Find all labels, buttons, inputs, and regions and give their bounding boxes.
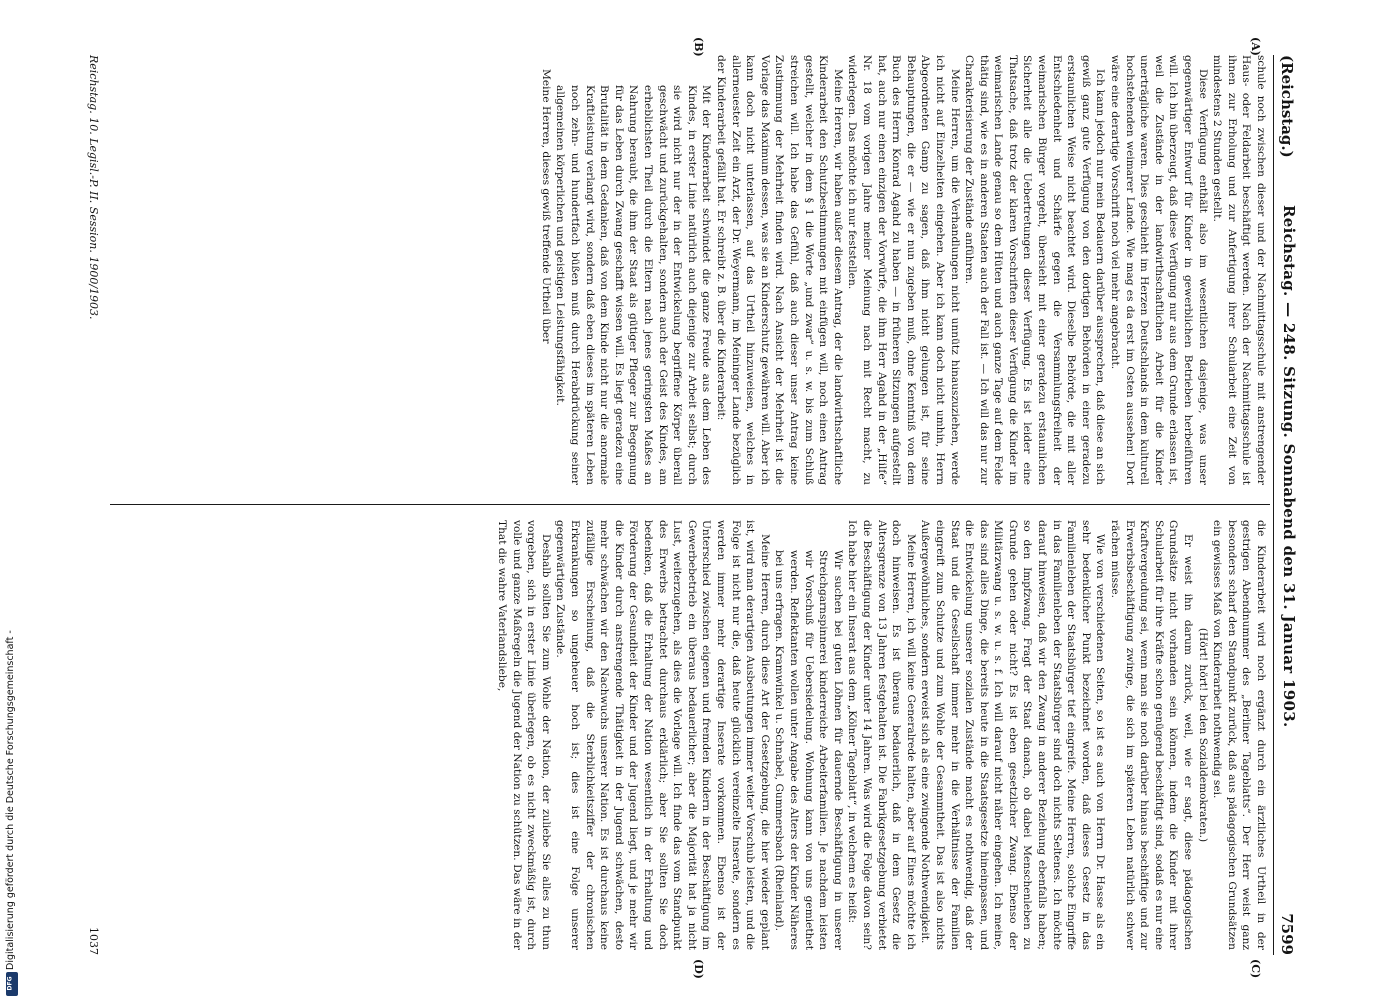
header-section: (Reichstag.) [1278,55,1296,158]
newspaper-ad-quote: Wir suchen bei guten Löhnen für dauernde Beschäftigung in unserer Streichgarnspinnerei kinderreiche Arbeiterfamilien. Je nachdem leisten wir Vorschuß für Uebersiedelung. Wohnung kann von uns gemiethet werden. Reflektanten wollen unter Angabe des Alters der Kinder Näheres bei uns erfragen. Kramwinkel u. Schnabel, Gummersbach (Rheinland). [773,550,844,950]
footer-source: Reichstag. 10. Legisl.-P. II. Session. 1900/1903. [87,55,100,320]
margin-marker-a: (A) [1249,37,1262,56]
right-paragraph: Er weist ihn darum zurück, weil, wie er sagt, diese pädagogischen Grundsätze nicht vorhanden sein können, indem die Kinder mit ihrer Schularbeit für ihre Kräfte schon genügend beschäftigt sind, sodaß es nur eine Kraftvergeudung sei, wenn man sie noch darüber hinaus beschäftige und zur Erwerbsbeschäftigung zwinge, die sich im späteren Leben natürlich schwer rächen müsse. [1109,520,1195,950]
dfg-logo-icon [6,972,18,996]
right-paragraph: Deshalb sollten Sie zum Wohle der Nation, der zuliebe Sie alles zu thun vorgeben, sich in erster Linie überlegen, ob es nicht zweckmäßig ist, durch volle und ganze Maßregeln die Jugend der Nation zu schützen. Das wäre in der That die wahre Vaterlandsliebe, [496,520,552,950]
right-column [110,520,1268,950]
right-paragraph: die Kinderarbeit wird noch ergänzt durch ein ärztliches Urtheil in der gestrigen Abendnummer des „Berliner Tageblatts“. Der Herr weist ganz besonders scharf den Standpunkt zurück, daß aus pädagogischen Grundsätzen ein gewisses Maß von Kinderarbeit nothwendig sei. [1211,520,1267,950]
left-paragraph: Meine Herren, wir haben außer diesem Antrag, der die landwirthschaftliche Kinderarbeit den Schutzbestimmungen mit einfügen will, noch einen Antrag gestellt, welcher in dem § 1 die Worte „und zwar“ u. s. w. bis zum Schluß streichen will. Ich habe das Gefühl, daß auch dieser unser Antrag keine Zustimmung der Mehrheit finden wird. Nach Ansicht der Mehrheit ist die Vorlage das Maximum dessen, was sie an Kinderschutz gewähren will. Aber ich kann doch nicht unterlassen, auf das Urtheil hinzuweisen, welches in allerneuester Zeit ein Arzt, der Dr. Weyermann, im Meininger Lande bezüglich der Kinderarbeit gefällt hat. Er schreibt z. B. über die Kinderarbeit: [715,55,844,485]
page-footer [82,55,102,955]
right-paragraph: Meine Herren, durch diese Art der Gesetzgebung, die hier wieder geplant ist, wird man derartigen Ausbeutungen immer weiter Vorschub leisten, und die Folge ist nicht nur die, daß heute glücklich vereinzelte Inserate, sondern es werden immer mehr derartige Inserate vorkommen. Ebenso ist der Unterschied zwischen eigenen und fremden Kindern in der Beschäftigung im Gewerbebetrieb ein überaus bedauerlicher; aber die Majorität hat ja nicht Lust, weiterzugehen, als dies die Vorlage will. Ich finde das vom Standpunkt des Erwerbs betrachtet durchaus erklärlich; aber Sie sollten Sie doch bedenken, daß die Erhaltung der Nation wesentlich in der Erhaltung und Förderung der Gesundheit der Kinder und der Jugend liegt, und je mehr wir die Kinder durch anstrengende Thätigkeit in der Jugend schwächen, desto mehr schwächen wir den Nachwuchs unserer Nation. Es ist durchaus keine zufällige Erscheinung, daß die Sterblichkeitsziffer der chronischen Erkrankungen so ungeheuer hoch ist; dies ist eine Folge unserer gegenwärtigen Zustände. [554,520,771,950]
left-paragraph: Meine Herren, um die Verhandlungen nicht unnütz hinauszuziehen, werde ich nicht auf Einzelheiten eingehen. Aber ich kann doch nicht umhin, Herrn Abgeordneten Gamp zu sagen, daß ihm nicht gelungen ist, für seine Behauptungen, die er — wie er nun zugeben muß, ohne Kenntniß von dem Buch des Herrn Konrad Agahd zu haben — in früheren Sitzungen aufgestellt hat, auch nur einen einzigen der Vorwürfe, die ihm Herr Agahd in der „Hilfe“ Nr. 18 vom vorigen Jahre meiner Meinung nach mit Recht macht, zu widerlegen. Das möchte ich nur feststellen. [846,55,961,485]
column-divider [110,504,1270,505]
left-paragraph: Meine Herren, dieses gewiß treffende Urtheil über [539,69,552,344]
header-rule [1273,55,1274,955]
right-paragraph: Wie von verschiedenen Seiten, so ist es auch von Herrn Dr. Hasse als ein sehr bedenklicher Punkt bezeichnet worden, daß dieses Gesetz in das Familienleben der Staatsbürger tief eingreife. Meine Herren, solche Eingriffe in das Familienleben der Staatsbürger sind doch nichts Seltenes. Ich möchte darauf hinweisen, daß wir den Zwang in anderer Beziehung ebenfalls haben; so den Impfzwang. Fragt der Staat danach, ob dabei Menschenleben zu Grunde gehen oder nicht? Es ist eben gesetzlicher Zwang. Ebenso der Militärzwang u. s. w. u. s. f. Ich will darauf nicht näher eingehen. Ich meine, das sind alles Dinge, die bereits heute in die Staatsgesetze hineinpassen, und die Entwickelung unserer sozialen Zustände macht es nothwendig, daß der Staat und die Gesellschaft immer mehr in die Verhältnisse der Familien eingreift zum Schutze und zum Wohle der Gesammtheit. Das ist also nichts Außergewöhnliches, sondern erweist sich als eine zwingende Nothwendigkeit. [919,520,1107,950]
page-header [1274,55,1300,955]
footer-page-number: 1037 [87,927,100,955]
header-page-number: 7599 [1278,913,1296,955]
right-paragraph: Meine Herren, ich will keine Generalrede halten, aber auf Eines möchte ich doch hinweisen. Es ist überaus bedauerlich, daß in dem Gesetz die Altersgrenze von 13 Jahren festgehalten ist. Die Fabrikgesetzgebung verbietet die Beschäftigung der Kinder unter 14 Jahren. Was wird die Folge davon sein? Ich habe hier ein Inserat aus dem „Kölner Tageblatt“, in welchem es heißt: [846,520,917,950]
interjection: (Hört! hört! bei den Sozialdemokraten.) [1196,627,1209,843]
left-paragraph: schule noch zwischen dieser und der Nachmittagsschule mit anstrengender Haus- oder Feldarbeit beschäftigt werden. Nach der Nachmittagsschule ist ihnen zur Erholung und zur Anfertigung ihrer Schularbeit eine Zeit von mindestens 2 Stunden gestellt. [1211,55,1267,485]
dfg-logo-label: DFG [6,976,14,991]
document-page [80,37,1300,979]
margin-marker-d: (D) [692,959,705,979]
credit-text: Digitalisierung gefördert durch die Deutsche Forschungsgemeinschaft - [5,630,16,970]
margin-marker-c: (C) [1249,959,1262,979]
left-paragraph: Ich kann jedoch nur mein Bedauern darüber aussprechen, daß diese an sich gewiß ganz gute Verfügung von den dortigen Behörden in einer geradezu erstaunlichen Weise nicht beachtet wird. Dieselbe Behörde, die mit aller Entschiedenheit und Schärfe gegen die Versammlungsfreiheit der weimarischen Bürger vorgeht, übersieht mit einer geradezu erstaunlichen Sicherheit alle die Uebertretungen dieser Verfügung. Es ist leider eine Thatsache, daß trotz der klaren Vorschriften dieser Verfügung die Kinder im weimarischen Lande genau so dem Hüten und auch ganze Tage auf dem Felde thätig sind, wie es in anderen Staaten auch der Fall ist. — Ich will das nur zur Charakterisierung der Zustände anführen. [963,55,1107,485]
left-quote: Mit der Kinderarbeit schwindet die ganze Freude aus dem Leben des Kindes, in erster Linie natürlich auch diejenige zur Arbeit selbst; durch sie wird nicht nur der in der Entwickelung begriffene Körper überall geschwächt und zurückgehalten, sondern auch der Geist des Kindes, am erheblichsten Theil durch die Eltern nach jenes geringsten Maßes an Nahrung beraubt, die ihm der Staat als gütiger Pfleger zur Begegnung für das Leben durch Zwang geschafft wissen will. Es liegt geradezu eine Brutalität in dem Gedanken, daß von dem Kinde nicht nur die anormale Kraftleistung verlangt wird, sondern daß eben dieses im späteren Leben noch zehn- und hundertfach büßen muß durch Herabdrückung seiner allgemeinen körperlichen und geistigen Leistungsfähigkeit. [554,85,713,485]
header-title: Reichstag. — 248. Sitzung. Sonnabend den 31. Januar 1903. [1280,205,1298,728]
left-paragraph: Diese Verfügung enthält also im wesentlichen dasjenige, was unser gegenwärtiger Entwurf für Kinder in gewerblichen Betrieben herbeiführen will. Ich bin überzeugt, daß diese Verfügung nur aus dem Grunde erlassen ist, weil die Zustände in der landwirthschaftlichen Arbeit für die Kinder unerträgliche waren. Dies geschieht im Herzen Deutschlands in dem kulturell hochstehenden weimarer Lande. Wie mag es da erst im Osten aussehen! Dort wäre eine derartige Vorschrift noch viel mehr angebracht. [1109,55,1209,485]
digitisation-credit [4,0,18,1000]
margin-marker-b: (B) [692,37,705,57]
left-column [110,55,1268,485]
document-page-content [80,37,1300,979]
